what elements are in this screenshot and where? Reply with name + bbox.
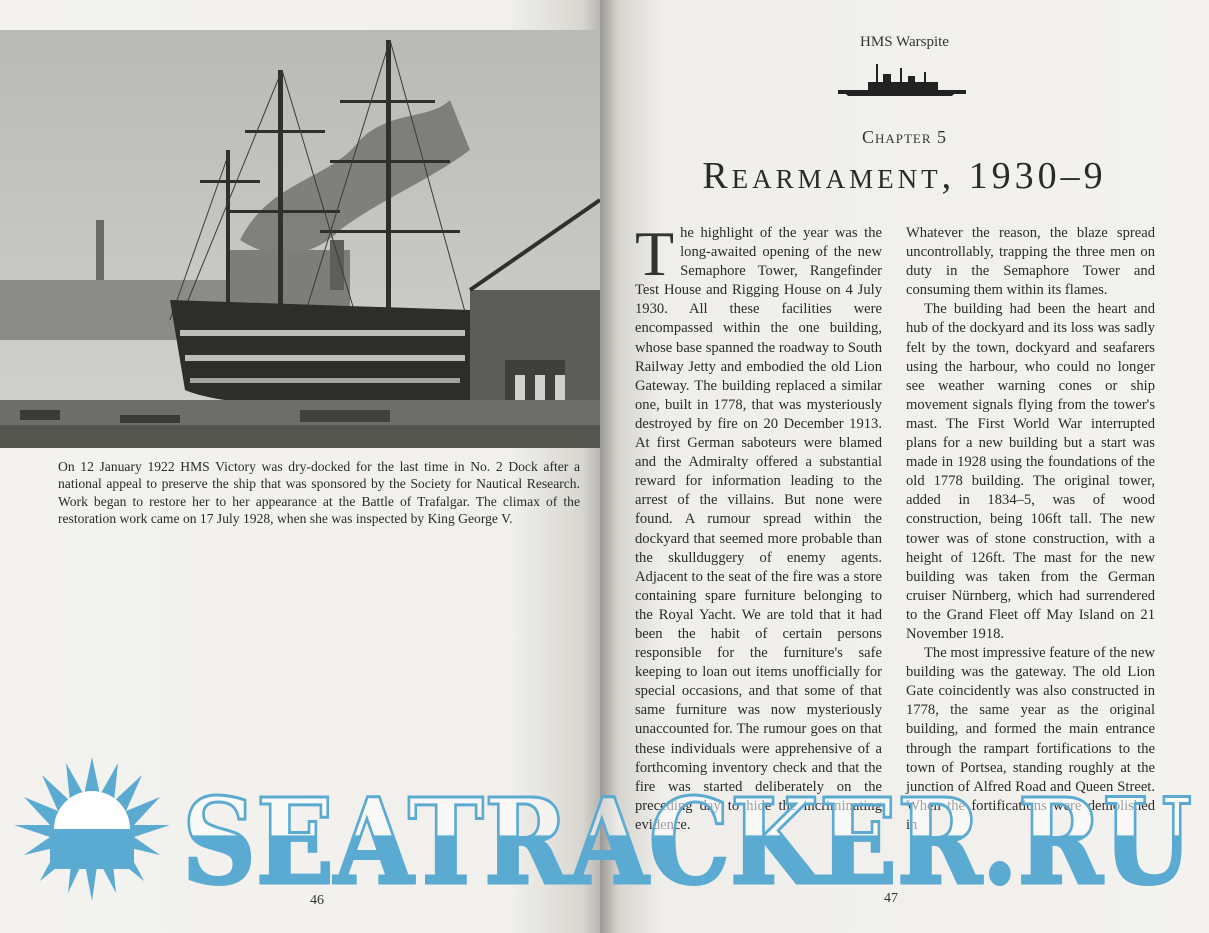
column2-paragraph-3: The most impressive feature of the new building was the gateway. The old Lion Gate coincidently was also constructed in 1778, the same year as the original building, and formed the main entrance through the rampart fortifications to the town of Portsea, standing roughly at the junction of Alfred Road and Queen Street. When the fortifications were demolished in (906, 645, 1155, 833)
chapter-title: Rearmament, 1930–9 (702, 155, 1107, 197)
warship-silhouette-icon (838, 62, 966, 102)
text-column-2 (906, 224, 1155, 835)
page-number-left: 46 (310, 893, 324, 908)
column2-paragraph-2: The building had been the heart and hub of the dockyard and its loss was sadly felt by the town, dockyard and seafarers using the harbour, who could no longer see weather warning cones or ship movement signals flying from the tower's mast. The First World War interrupted plans for a new building but a start was made in 1928 using the foundations of the old 1778 building. The original tower, added in 1834–5, was of wood construction, being 106ft tall. The new tower was of stone construction, with a height of 126ft. The mast for the new building was taken from the German cruiser Nürnberg, which had surrendered to the Grand Fleet off May Island on 21 November 1918. (906, 301, 1155, 642)
chapter-label: Chapter 5 (861, 127, 948, 147)
drop-cap: T (635, 218, 675, 289)
column1-paragraph: he highlight of the year was the long-awaited opening of the new Semaphore Tower, Rangefinder Test House and Rigging House on 4 July 1930. All these facilities were encompassed within the one building, whose base spanned the roadway to South Railway Jetty and embodied the old Lion Gateway. The building replaced a similar one, built in 1778, that was mysteriously destroyed by fire on 20 December 1913. At first German saboteurs were blamed and the Admiralty offered a substantial reward for information leading to the arrest of the villains. But none were found. A rumour spread within the dockyard that seemed more probable than the skullduggery of enemy agents. Adjacent to the seat of the fire was a store containing spare furniture belonging to the Royal Yacht. We are told that it had been the habit of certain persons responsible for the furniture's safe keeping to loan out items unofficially for special occasions, and that some of that same furniture was now mysteriously unaccounted for. The rumour goes on that these individuals were apprehensive of a forthcoming inventory check and that the fire was started deliberately on the preceding day to hide the incriminating evidence. (635, 225, 882, 833)
text-column-1 (635, 218, 882, 835)
watermark-text: SEATRACKER.RU (182, 772, 1192, 905)
hms-victory-photo (0, 30, 600, 448)
running-head: HMS Warspite (860, 34, 949, 50)
left-page (0, 0, 600, 933)
column2-paragraph-1: Whatever the reason, the blaze spread uncontrollably, trapping the three men on duty in the Semaphore Tower and consuming them within its flames. (906, 225, 1155, 299)
photo-caption: On 12 January 1922 HMS Victory was dry-docked for the last time in No. 2 Dock after a national appeal to preserve the ship that was sponsored by the Society for Nautical Research. Work began to restore her to her appearance at the Battle of Trafalgar. The climax of the restoration work came on 17 July 1928, when she was inspected by King George V. (58, 459, 580, 527)
page-number-right: 47 (884, 891, 898, 906)
